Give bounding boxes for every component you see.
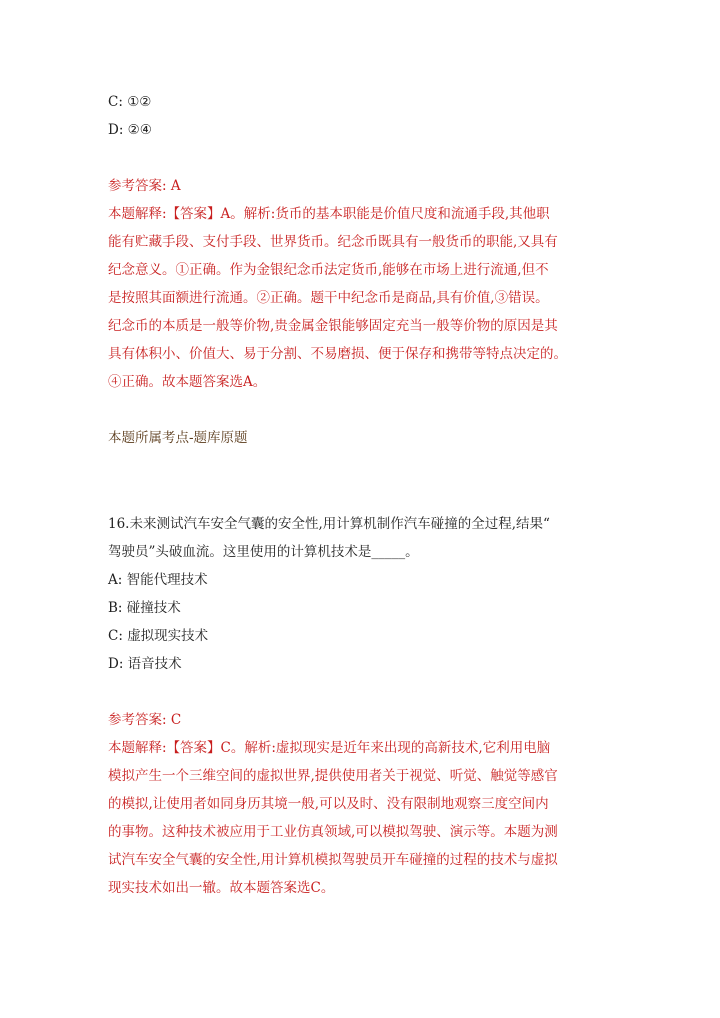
category-label: 本题所属考点-题库原题: [108, 430, 248, 446]
explanation-line: 能有贮藏手段、支付手段、世界货币。纪念币既具有一般货币的职能,又具有: [108, 234, 558, 250]
explanation-line: 的事物。这种技术被应用于工业仿真领域,可以模拟驾驶、演示等。本题为测: [108, 824, 558, 840]
answer-label: 参考答案: A: [108, 178, 181, 194]
option-d: D: ②④: [108, 122, 152, 138]
explanation-line: 纪念币的本质是一般等价物,贵金属金银能够固定充当一般等价物的原因是其: [108, 318, 558, 334]
explanation-line: 试汽车安全气囊的安全性,用计算机模拟驾驶员开车碰撞的过程的技术与虚拟: [108, 852, 558, 868]
option-b: B: 碰撞技术: [108, 600, 181, 616]
explanation-line: 本题解释:【答案】C。解析:虚拟现实是近年来出现的高新技术,它利用电脑: [108, 740, 551, 756]
option-c: C: 虚拟现实技术: [108, 628, 209, 644]
explanation-line: ④正确。故本题答案选A。: [108, 374, 267, 390]
option-d: D: 语音技术: [108, 656, 182, 672]
question-stem-line: 16.未来测试汽车安全气囊的安全性,用计算机制作汽车碰撞的全过程,结果“: [108, 516, 550, 532]
explanation-line: 是按照其面额进行流通。②正确。题干中纪念币是商品,具有价值,③错误。: [108, 290, 549, 306]
explanation-line: 的模拟,让使用者如同身历其境一般,可以及时、没有限制地观察三度空间内: [108, 796, 549, 812]
option-a: A: 智能代理技术: [108, 572, 208, 588]
answer-label: 参考答案: C: [108, 712, 182, 728]
question-stem-line: 驾驶员”头破血流。这里使用的计算机技术是_____。: [108, 544, 419, 560]
option-c: C: ①②: [108, 94, 152, 110]
explanation-line: 具有体积小、价值大、易于分割、不易磨损、便于保存和携带等特点决定的。: [108, 346, 567, 362]
explanation-line: 本题解释:【答案】A。解析:货币的基本职能是价值尺度和流通手段,其他职: [108, 206, 550, 222]
explanation-line: 纪念意义。①正确。作为金银纪念币法定货币,能够在市场上进行流通,但不: [108, 262, 549, 278]
explanation-line: 现实技术如出一辙。故本题答案选C。: [108, 880, 335, 896]
explanation-line: 模拟产生一个三维空间的虚拟世界,提供使用者关于视觉、听觉、触觉等感官: [108, 768, 558, 784]
